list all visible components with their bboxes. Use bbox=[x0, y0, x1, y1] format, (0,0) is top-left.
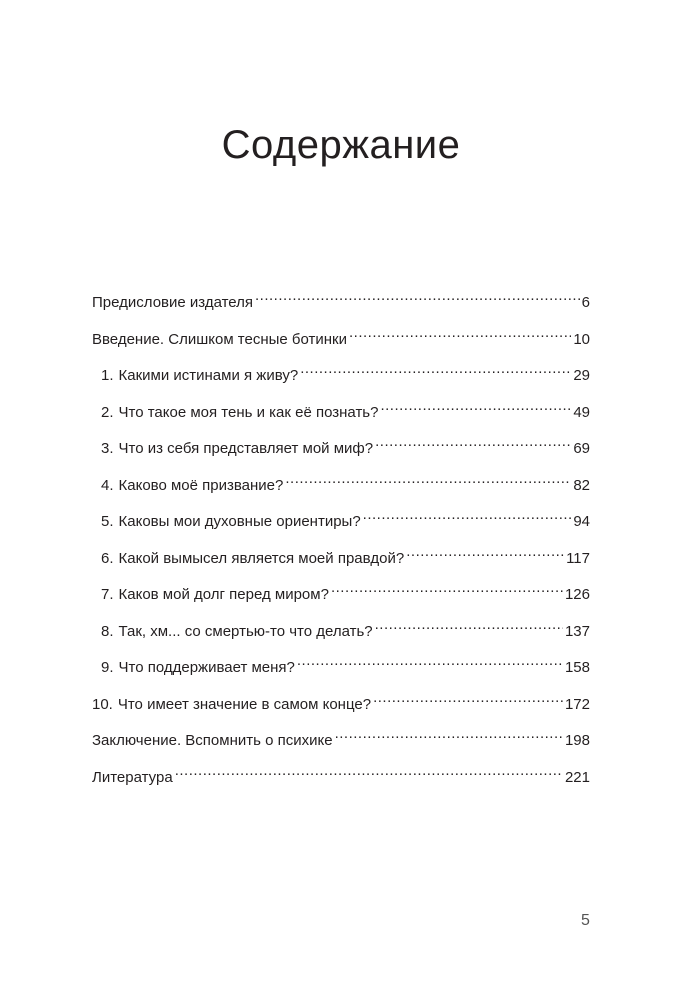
toc-entry-page: 10 bbox=[573, 330, 590, 348]
toc-leader-dots bbox=[255, 285, 580, 307]
toc-leader-dots bbox=[406, 541, 564, 563]
toc-entry-number: 6. bbox=[101, 549, 114, 567]
toc-entry-chapter-3 bbox=[92, 431, 590, 468]
toc-entry-number: 7. bbox=[101, 586, 114, 603]
toc-entry-number: 10. bbox=[92, 695, 113, 713]
toc-entry-chapter-2 bbox=[92, 395, 590, 432]
toc-entry-text: Что имеет значение в самом конце? bbox=[117, 695, 372, 713]
toc-entry-chapter-9 bbox=[92, 650, 590, 687]
toc-entry-text: Какими истинами я живу? bbox=[118, 367, 299, 384]
toc-entry-text: Введение. Слишком тесные ботинки bbox=[92, 330, 347, 348]
table-of-contents bbox=[92, 285, 590, 796]
toc-leader-dots bbox=[363, 504, 572, 526]
toc-entry-text: Каков мой долг перед миром? bbox=[118, 586, 329, 603]
toc-leader-dots bbox=[331, 577, 563, 599]
toc-entry-preface bbox=[92, 285, 590, 322]
toc-entry-chapter-1 bbox=[92, 358, 590, 395]
toc-entry-chapter-7 bbox=[92, 577, 590, 614]
toc-entry-chapter-4 bbox=[92, 468, 590, 505]
toc-entry-page: 198 bbox=[564, 732, 590, 749]
toc-entry-number: 5. bbox=[101, 513, 114, 530]
toc-leader-dots bbox=[375, 614, 563, 636]
toc-entry-number: 4. bbox=[101, 476, 114, 494]
toc-leader-dots bbox=[375, 431, 571, 453]
toc-leader-dots bbox=[300, 358, 571, 380]
toc-entry-text: Каковы мои духовные ориентиры? bbox=[118, 513, 361, 530]
toc-entry-page: 6 bbox=[581, 294, 590, 311]
toc-entry-chapter-6 bbox=[92, 541, 590, 578]
toc-leader-dots bbox=[175, 760, 563, 782]
toc-entry-page: 158 bbox=[564, 659, 590, 676]
toc-leader-dots bbox=[285, 468, 571, 490]
toc-entry-page: 94 bbox=[573, 513, 590, 530]
toc-leader-dots bbox=[380, 395, 571, 417]
toc-entry-text: Что из себя представляет мой миф? bbox=[118, 440, 374, 457]
toc-entry-page: 137 bbox=[564, 622, 590, 640]
toc-entry-text: Что такое моя тень и как её познать? bbox=[118, 403, 379, 421]
toc-entry-page: 82 bbox=[573, 476, 590, 494]
toc-entry-text: Каково моё призвание? bbox=[118, 476, 284, 494]
toc-entry-chapter-5 bbox=[92, 504, 590, 541]
toc-entry-chapter-10 bbox=[92, 687, 590, 724]
toc-entry-text: Заключение. Вспомнить о психике bbox=[92, 732, 333, 749]
toc-entry-number: 2. bbox=[101, 403, 114, 421]
toc-entry-page: 221 bbox=[564, 768, 590, 786]
toc-entry-conclusion bbox=[92, 723, 590, 760]
toc-entry-page: 126 bbox=[564, 586, 590, 603]
toc-leader-dots bbox=[349, 322, 571, 344]
toc-entry-chapter-8 bbox=[92, 614, 590, 651]
toc-entry-text: Какой вымысел является моей правдой? bbox=[118, 549, 405, 567]
toc-entry-text: Литература bbox=[92, 768, 173, 786]
page-title: Содержание bbox=[221, 123, 461, 167]
toc-leader-dots bbox=[297, 650, 563, 672]
toc-entry-number: 3. bbox=[101, 440, 114, 457]
toc-entry-page: 117 bbox=[566, 549, 590, 567]
toc-entry-number: 9. bbox=[101, 659, 114, 676]
toc-entry-introduction bbox=[92, 322, 590, 359]
toc-entry-page: 29 bbox=[573, 367, 590, 384]
page-number: 5 bbox=[581, 912, 590, 929]
toc-entry-page: 172 bbox=[564, 695, 590, 713]
toc-entry-text: Так, хм... со смертью-то что делать? bbox=[118, 622, 373, 640]
toc-leader-dots bbox=[335, 723, 563, 745]
toc-entry-text: Что поддерживает меня? bbox=[118, 659, 295, 676]
toc-entry-page: 69 bbox=[573, 440, 590, 457]
toc-entry-text: Предисловие издателя bbox=[92, 294, 254, 311]
toc-entry-number: 8. bbox=[101, 622, 114, 640]
toc-entry-page: 49 bbox=[573, 403, 590, 421]
toc-entry-number: 1. bbox=[101, 367, 114, 384]
toc-leader-dots bbox=[373, 687, 563, 709]
toc-entry-literature bbox=[92, 760, 590, 797]
